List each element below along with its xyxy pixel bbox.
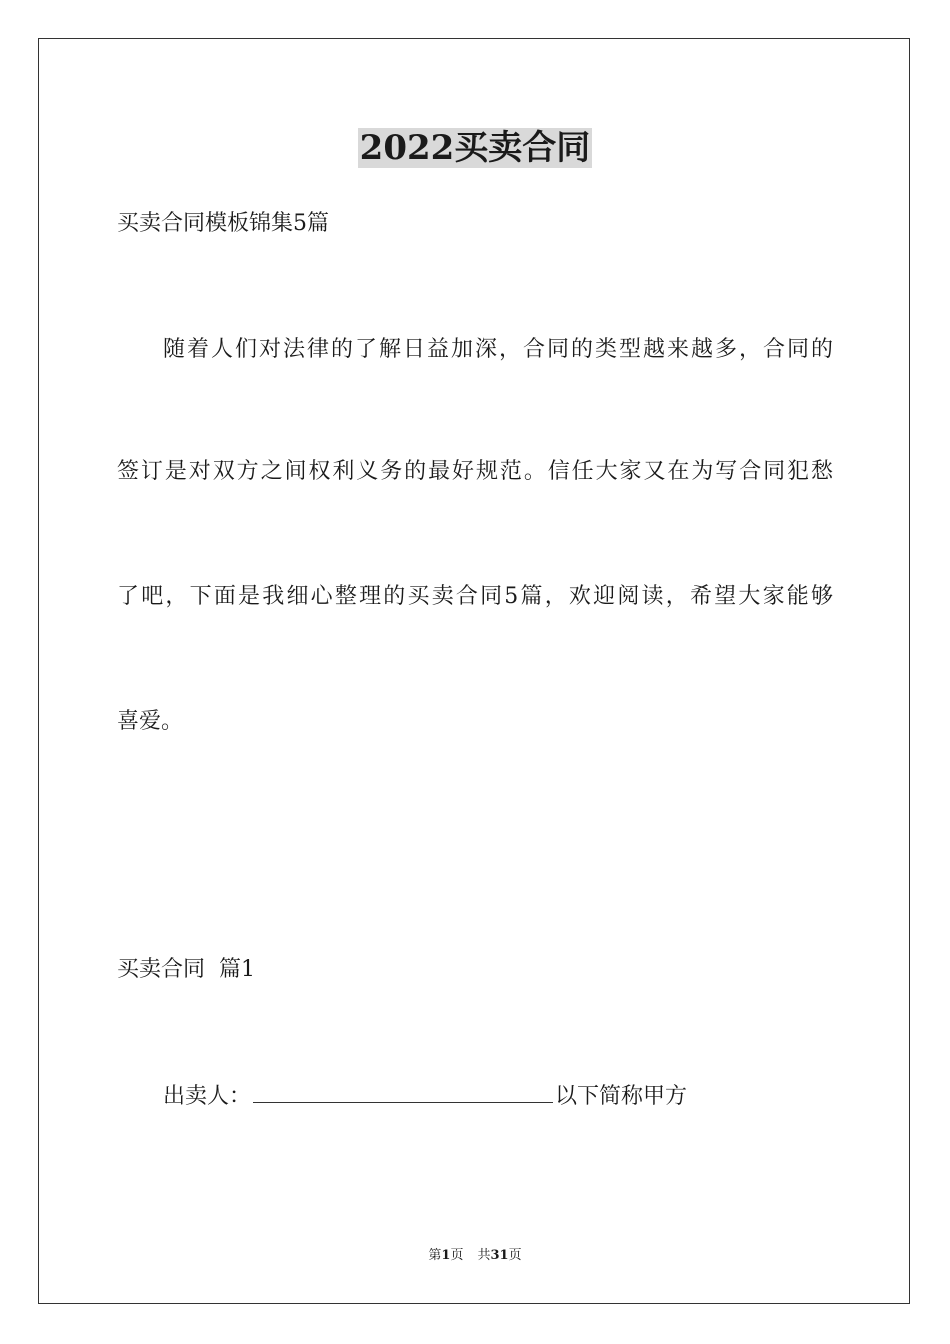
- seller-blank: [253, 1080, 553, 1103]
- footer-total-pages: 31: [490, 1248, 509, 1263]
- intro-line-2: 签订是对双方之间权利义务的最好规范。信任大家又在为写合同犯愁: [117, 459, 833, 484]
- intro-line-1: 随着人们对法律的了解日益加深，合同的类型越来越多，合同的: [163, 337, 833, 362]
- seller-label: 出卖人：: [163, 1084, 252, 1109]
- footer-page-suffix: 页: [450, 1248, 464, 1263]
- seller-line: [163, 1080, 687, 1112]
- document-title: [0, 126, 950, 170]
- section-heading: 买卖合同 篇1: [117, 957, 255, 982]
- footer-page-number: 1: [441, 1248, 451, 1263]
- intro-line-4: 喜爱。: [117, 709, 184, 734]
- footer-total-suffix: 页: [508, 1248, 522, 1263]
- intro-line-3: 了吧，下面是我细心整理的买卖合同5篇，欢迎阅读，希望大家能够: [117, 584, 833, 609]
- document-subtitle: 买卖合同模板锦集5篇: [117, 211, 329, 236]
- footer-page-prefix: 第: [428, 1248, 442, 1263]
- footer-total-prefix: 共: [477, 1248, 491, 1263]
- document-title-text: 2022买卖合同: [359, 128, 591, 168]
- seller-suffix: 以下简称甲方: [555, 1084, 688, 1109]
- page-footer: [0, 1247, 950, 1265]
